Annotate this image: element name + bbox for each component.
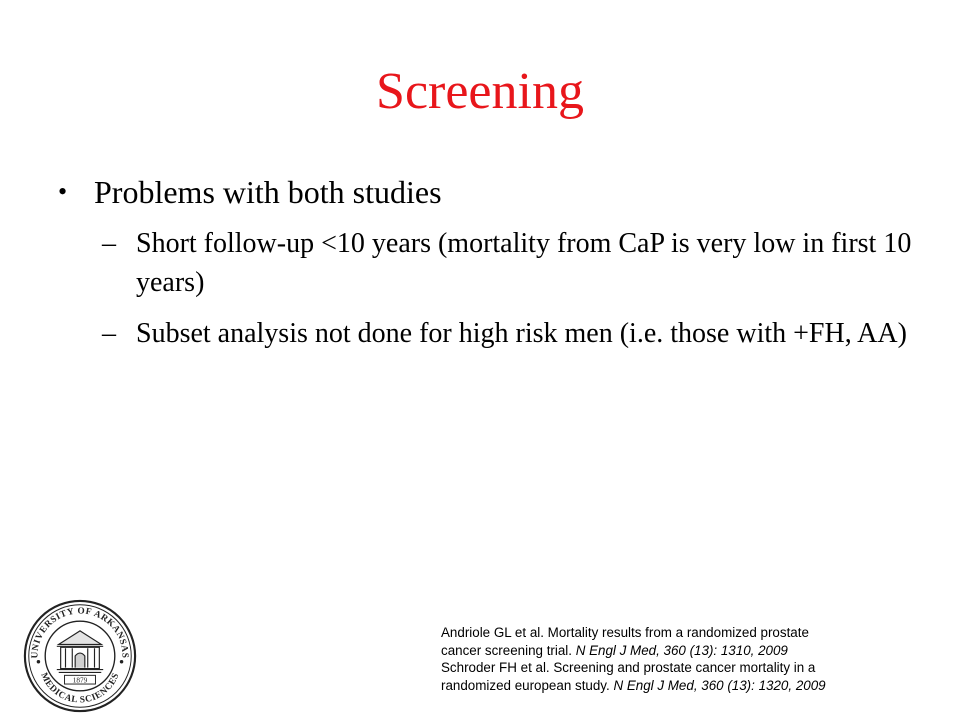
references — [441, 624, 941, 694]
bullet-list — [58, 168, 918, 365]
sub-bullet-marker: – — [102, 228, 116, 259]
reference-text: cancer screening trial. — [441, 642, 576, 658]
reference-text: randomized european study. — [441, 677, 614, 693]
sub-bullet-text: Subset analysis not done for high risk men (i.e. those with +FH, AA) — [136, 318, 907, 349]
sub-bullet-text: Short follow-up <10 years (mortality from CaP is very low in first 10 years) — [136, 228, 912, 298]
reference-line — [441, 677, 941, 695]
reference-journal: N Engl J Med, 360 (13): 1310, 2009 — [575, 642, 788, 658]
reference-line: Andriole GL et al. Mortality results from a randomized prostate — [441, 625, 809, 640]
reference-journal: N Engl J Med, 360 (13): 1320, 2009 — [613, 677, 826, 693]
slide-title: Screening — [376, 63, 584, 120]
bullet-text: Problems with both studies — [94, 174, 442, 210]
seal-year: 1879 — [72, 676, 88, 685]
bullet-marker: • — [58, 177, 68, 206]
bullet-item — [58, 168, 918, 216]
reference-line — [441, 642, 941, 660]
seal-text-bottom: MEDICAL SCIENCES — [38, 671, 122, 706]
sub-bullet-marker: – — [102, 318, 116, 349]
sub-bullet-item — [102, 314, 918, 353]
university-seal-icon — [22, 598, 138, 714]
seal-text-top: UNIVERSITY OF ARKANSAS — [30, 606, 130, 659]
reference-line: Schroder FH et al. Screening and prostate cancer mortality in a — [441, 660, 816, 675]
sub-bullet-item — [102, 224, 918, 302]
